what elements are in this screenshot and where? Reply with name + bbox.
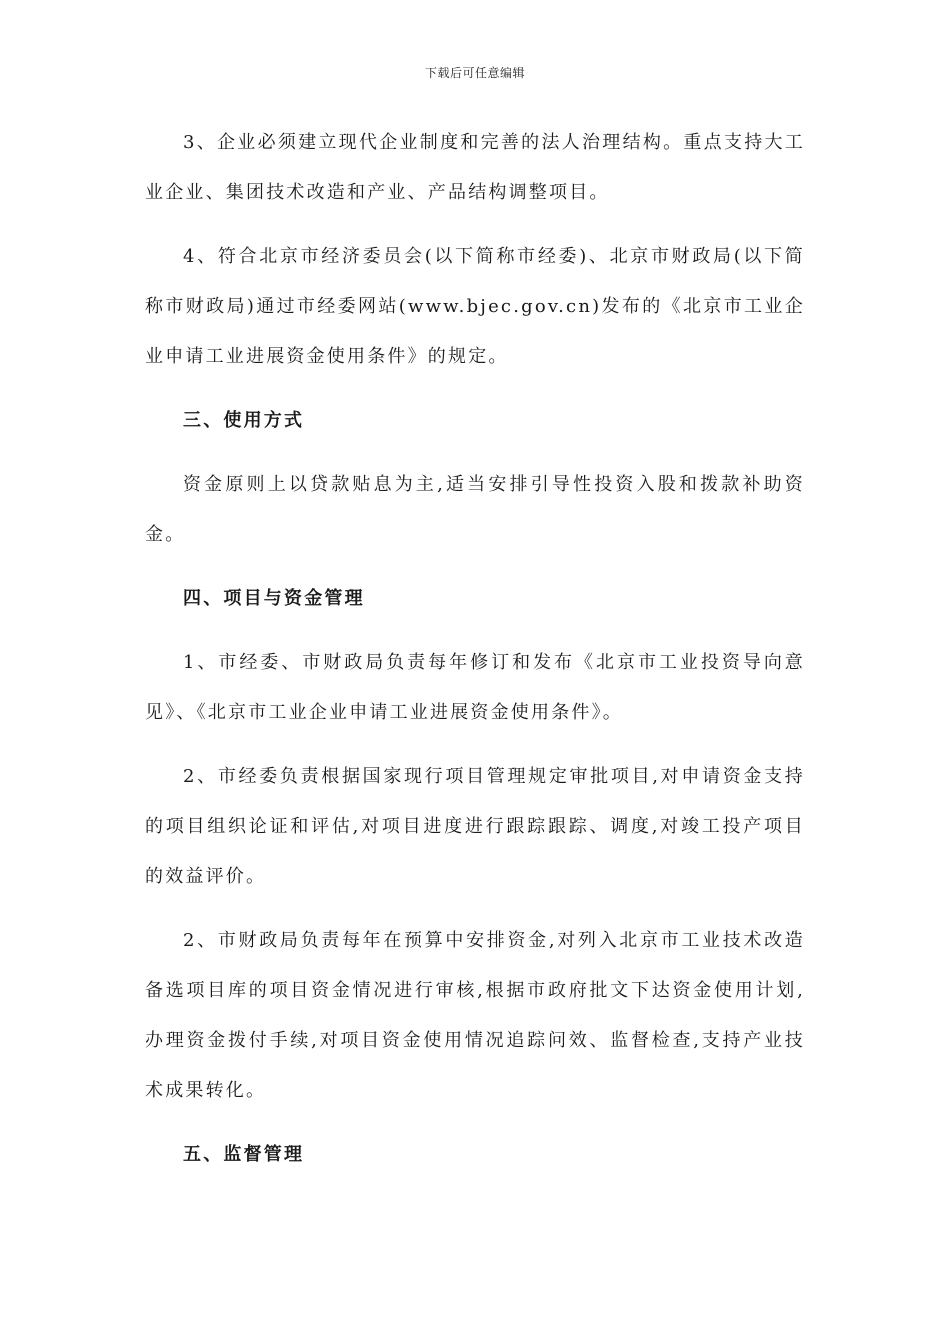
section-heading-project-management: 四、项目与资金管理 [183,588,365,609]
paragraph-management-2a: 2、市经委负责根据国家现行项目管理规定审批项目,对申请资金支持的项目组织论证和评估,对项目进度进行跟踪跟踪、调度,对竣工投产项目的效益评价。 [145,766,805,887]
paragraph-item-3: 3、企业必须建立现代企业制度和完善的法人治理结构。重点支持大工业企业、集团技术改造和产业、产品结构调整项目。 [145,132,805,203]
page-header: 下载后可任意编辑 [424,66,525,80]
section-heading-usage: 三、使用方式 [183,410,305,431]
paragraph-item-4: 4、符合北京市经济委员会(以下简称市经委)、北京市财政局(以下简称市财政局)通过市经委网站(www.bjec.gov.cn)发布的《北京市工业企业申请工业进展资金使用条件》的规定。 [145,246,805,367]
paragraph-usage: 资金原则上以贷款贴息为主,适当安排引导性投资入股和拨款补助资金。 [145,474,805,545]
paragraph-management-1: 1、市经委、市财政局负责每年修订和发布《北京市工业投资导向意见》、《北京市工业企业申请工业进展资金使用条件》。 [145,652,805,723]
section-heading-supervision: 五、监督管理 [183,1144,305,1165]
paragraph-management-2b: 2、市财政局负责每年在预算中安排资金,对列入北京市工业技术改造备选项目库的项目资金情况进行审核,根据市政府批文下达资金使用计划,办理资金拨付手续,对项目资金使用情况追踪问效、监督检查,支持产业技术成果转化。 [145,930,805,1101]
document-body [145,118,805,1194]
